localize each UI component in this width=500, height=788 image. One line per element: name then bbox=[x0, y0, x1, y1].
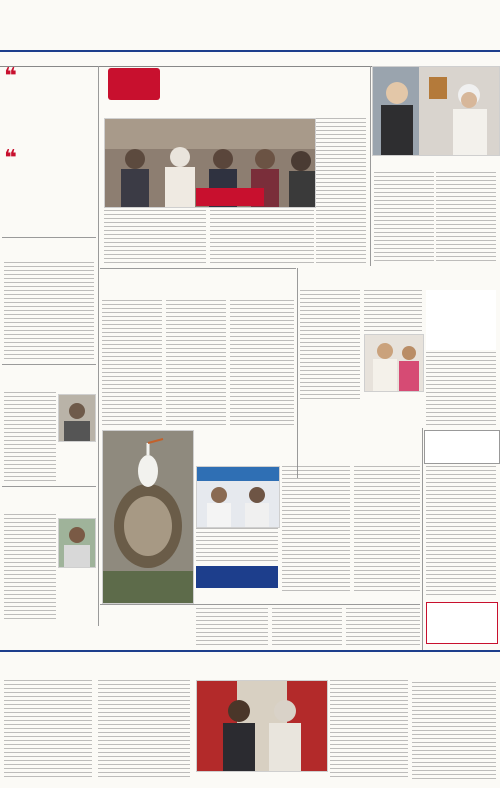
prayagraj-side-box bbox=[426, 290, 496, 350]
lead-kicker bbox=[108, 68, 160, 100]
quote-box-1 bbox=[4, 64, 94, 148]
bilateral-meeting-photo bbox=[197, 681, 327, 771]
bottom-body-4 bbox=[412, 682, 496, 780]
modi-body-1 bbox=[102, 300, 162, 426]
congress-body-top bbox=[196, 528, 278, 562]
subhead-body-3 bbox=[346, 608, 420, 646]
person-photo bbox=[59, 395, 95, 441]
left-story-4-photo bbox=[58, 518, 96, 568]
prayagraj-body-3 bbox=[426, 352, 496, 426]
prayagraj-photo bbox=[364, 334, 424, 392]
bottom-body-3 bbox=[330, 680, 408, 780]
congress-body-2 bbox=[354, 466, 420, 594]
bottom-body-1 bbox=[4, 680, 92, 780]
quote-box-2 bbox=[4, 146, 94, 232]
omar-photo bbox=[372, 66, 500, 156]
brand-logo bbox=[393, 8, 497, 36]
bottom-body-2 bbox=[98, 680, 190, 780]
press-conference-photo bbox=[197, 467, 279, 527]
person-photo bbox=[59, 519, 95, 567]
left-column-rule bbox=[98, 66, 99, 626]
quote-icon: ❝ bbox=[4, 64, 17, 89]
meeting-photo bbox=[373, 67, 499, 155]
omar-body-right bbox=[436, 172, 496, 264]
prayagraj-body-2 bbox=[364, 290, 422, 332]
quote-icon: ❝ bbox=[4, 146, 17, 171]
left-story-2-body bbox=[4, 262, 94, 360]
modi-body-2 bbox=[166, 300, 226, 426]
masthead bbox=[0, 0, 500, 50]
subhead-body-1 bbox=[196, 608, 268, 646]
manipur-inset bbox=[196, 566, 278, 588]
congress-photo bbox=[196, 466, 280, 528]
bird-nest-photo bbox=[103, 431, 193, 603]
lead-body-column bbox=[316, 118, 366, 264]
dateline-bar bbox=[0, 50, 500, 67]
stork-photo bbox=[102, 430, 194, 604]
modi-body-3 bbox=[230, 300, 294, 426]
subhead-body-2 bbox=[272, 608, 342, 646]
rajasthan-box bbox=[426, 602, 498, 644]
murder-box bbox=[424, 430, 500, 464]
left-story-3-photo bbox=[58, 394, 96, 442]
murder-box-body bbox=[426, 466, 496, 598]
omar-body-left bbox=[374, 172, 434, 264]
bottom-photo bbox=[196, 680, 328, 772]
lead-body-left bbox=[104, 210, 206, 264]
ritual-photo bbox=[365, 335, 423, 391]
lead-body-right bbox=[210, 210, 314, 264]
lead-photo-label bbox=[196, 188, 264, 206]
left-story-4-body bbox=[4, 514, 56, 622]
left-story-3-body bbox=[4, 392, 56, 482]
prayagraj-body-1 bbox=[300, 290, 360, 400]
congress-body-1 bbox=[282, 466, 350, 592]
